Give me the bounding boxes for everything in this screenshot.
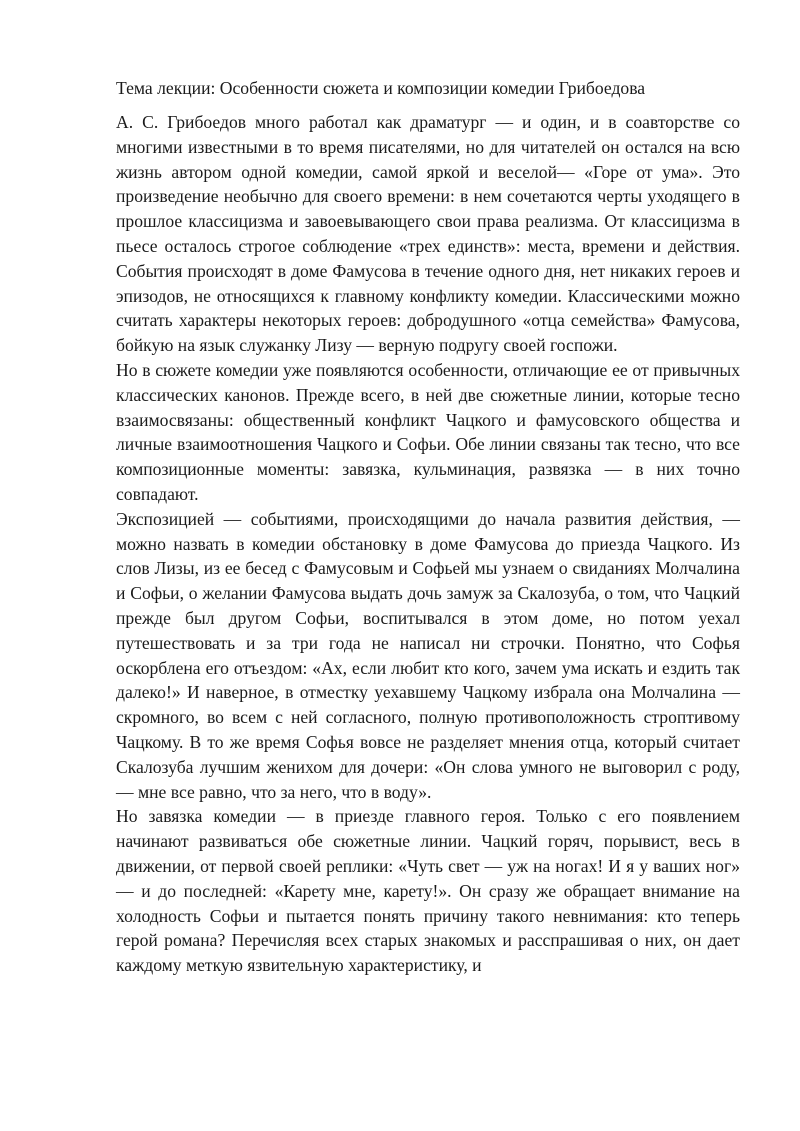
lecture-title: Тема лекции: Особенности сюжета и композиции комедии Грибоедова: [116, 78, 646, 98]
paragraph-intro: А. С. Грибоедов много работал как драматург — и один, и в соавторстве со многими известными в то время писателями, но для читателей он остался на всю жизнь автором одной комедии, самой яркой и веселой— «Горе от ума». Это произведение необычно для своего времени: в нем сочетаются черты уходящего в прошлое классицизма и завоевывающего свои права реализма. От классицизма в пьесе осталось строгое соблюдение «трех единств»: места, времени и действия. События происходят в доме Фамусова в течение одного дня, нет никаких героев и эпизодов, не относящихся к главному конфликту комедии. Классическими можно считать характеры некоторых героев: добродушного «отца семейства» Фамусова, бойкую на язык служанку Лизу — верную подругу своей госпожи.: [116, 112, 740, 356]
paragraph-plot-lines: Но в сюжете комедии уже появляются особенности, отличающие ее от привычных классических канонов. Прежде всего, в ней две сюжетные линии, которые тесно взаимосвязаны: общественный конфликт Чацкого и фамусовского общества и личные взаимоотношения Чацкого и Софьи. Обе линии связаны так тесно, что все композиционные моменты: завязка, кульминация, развязка — в них точно совпадают.: [116, 359, 740, 504]
document-page: [116, 76, 740, 978]
paragraph-opening: Но завязка комедии — в приезде главного героя. Только с его появлением начинают развиваться обе сюжетные линии. Чацкий горяч, порывист, весь в движении, от первой своей реплики: «Чуть свет — уж на ногах! И я у ваших ног» — и до последней: «Карету мне, карету!». Он сразу же обращает внимание на холодность Софьи и пытается понять причину такого невнимания: кто теперь герой романа? Перечисляя всех старых знакомых и расспрашивая о них, он дает каждому меткую язвительную характеристику, и: [116, 806, 740, 976]
paragraph-exposition: Экспозицией — событиями, происходящими до начала развития действия, — можно назвать в комедии обстановку в доме Фамусова до приезда Чацкого. Из слов Лизы, из ее бесед с Фамусовым и Софьей мы узнаем о свиданиях Молчалина и Софьи, о желании Фамусова выдать дочь замуж за Скалозуба, о том, что Чацкий прежде был другом Софьи, воспитывался в этом доме, но потом уехал путешествовать и за три года не написал ни строчки. Понятно, что Софья оскорблена его отъездом: «Ах, если любит кто кого, зачем ума искать и ездить так далеко!» И наверное, в отместку уехавшему Чацкому избрала она Молчалина — скромного, во всем с ней согласного, полную противоположность строптивому Чацкому. В то же время Софья вовсе не разделяет мнения отца, который считает Скалозуба лучшим женихом для дочери: «Он слова умного не выговорил с роду, — мне все равно, что за него, что в воду».: [116, 508, 740, 802]
